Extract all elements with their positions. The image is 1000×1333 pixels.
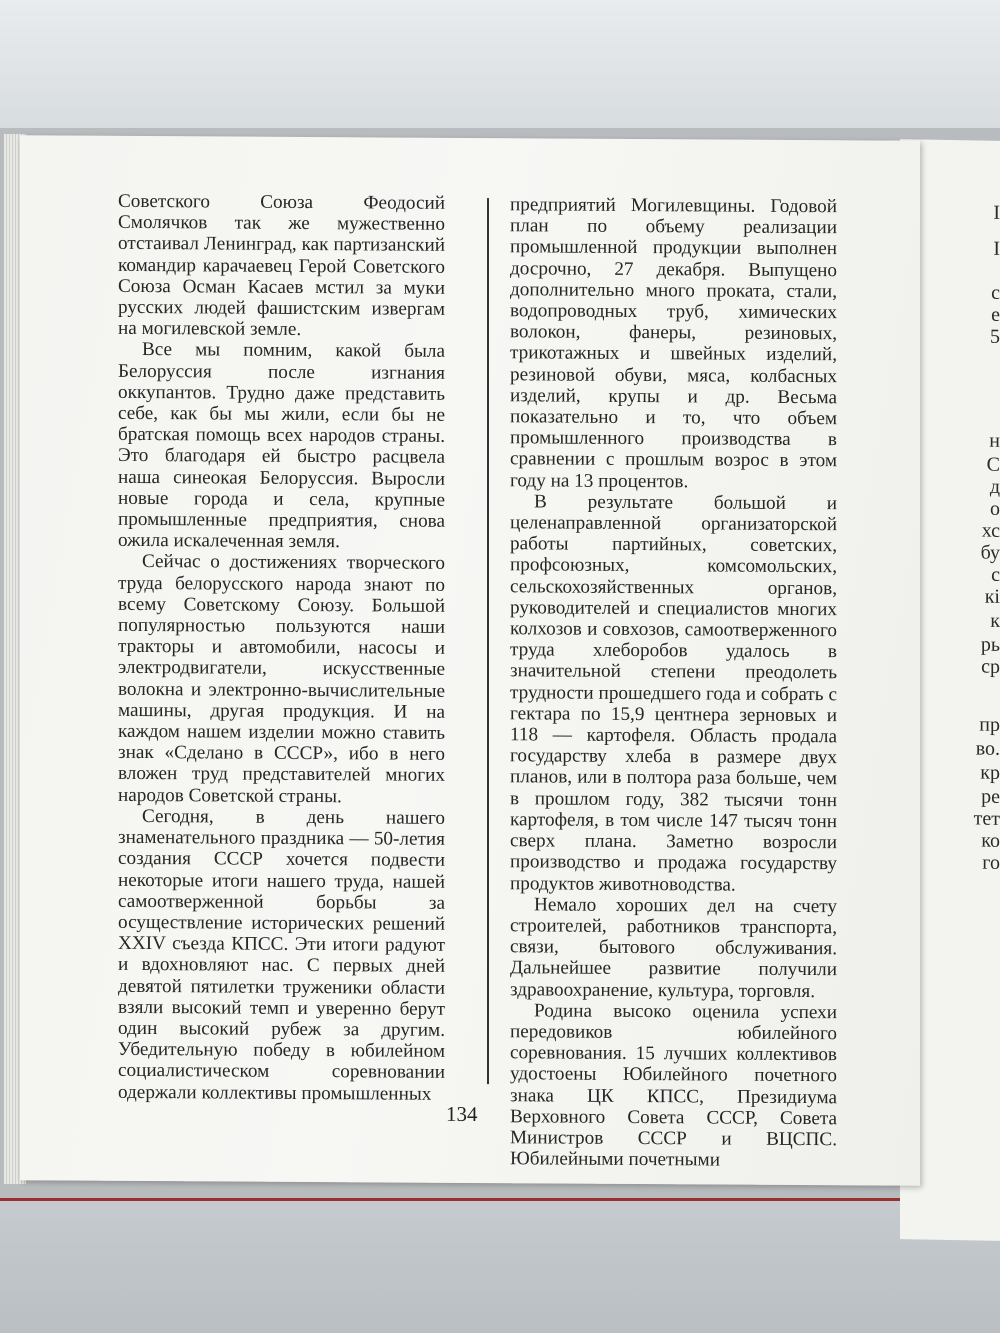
next-page-fragment: кр bbox=[980, 761, 1000, 784]
paragraph: В результате большой и целенаправленной организаторской работы партийных, советских, профсоюзных, комсомольских, сельскохозяйственных органов, руководителей и специалистов многих колхозов и совхозов, самоотверженного труда хлеборобов удалось в значительной степени преодолеть трудности прошедшего года и собрать с гектара по 15,9 центнера зерновых и 118 — картофеля. Область продала государству хлеба в размере двух планов, или в полтора раза больше, чем в прошлом году, 382 тысячи тонн картофеля, в том числе 147 тысяч тонн сверх плана. Заметно возросли производство и продажа государству продуктов животноводства. bbox=[510, 491, 837, 896]
left-column bbox=[118, 191, 445, 1105]
paragraph: Родина высоко оценила успехи передовиков юбилейного соревнования. 15 лучших коллективов удостоены Юбилейного почетного знака ЦК КПСС, Президиума Верховного Совета СССР, Совета Министров СССР и ВЦСПС. Юбилейными почетными bbox=[510, 1000, 837, 1171]
paragraph: предприятий Могилевщины. Годовой план по объему реализации промышленной продукции выполнен досрочно, 27 декабря. Выпущено дополнительно много проката, стали, водопроводных труб, химических волокон, фанеры, резиновых, трикотажных и швейных изделий, резиновой обуви, мяса, колбасных изделий, крупы и др. Весьма показательно и то, что объем промышленного производства в сравнении с прошлым возрос в этом году на 13 процентов. bbox=[510, 194, 837, 492]
next-page-fragment: го bbox=[982, 851, 1000, 874]
next-page-fragment: с bbox=[991, 281, 1000, 304]
next-page-fragment: хс bbox=[981, 519, 1000, 542]
next-page-fragment: бу bbox=[980, 541, 1000, 564]
next-page-fragment: к bbox=[990, 609, 1000, 632]
column-divider bbox=[487, 198, 489, 1084]
next-page-fragment: кі bbox=[984, 585, 1000, 608]
next-page-fragment: д bbox=[989, 475, 1000, 498]
next-page-fragment: во. bbox=[975, 737, 1000, 760]
page-number: 134 bbox=[446, 1101, 478, 1127]
next-page-fragment: о bbox=[990, 497, 1000, 520]
paragraph: Немало хороших дел на счету строителей, работников транспорта, связи, бытового обслуживания. Дальнейшее развитие получили здравоохранение, культура, торговля. bbox=[510, 894, 837, 1002]
next-page-fragment: I bbox=[993, 201, 1000, 224]
next-page-fragment: тет bbox=[973, 807, 1000, 830]
next-page-fragment: н bbox=[989, 429, 1000, 452]
next-page-fragment: ср bbox=[981, 655, 1000, 678]
next-page-fragment: I bbox=[993, 237, 1000, 260]
next-page-fragment: е bbox=[991, 303, 1000, 326]
background-surface-top bbox=[0, 0, 1000, 130]
book-page bbox=[20, 135, 920, 1185]
background-surface-bottom bbox=[0, 1180, 1000, 1333]
next-page-fragment: ре bbox=[981, 785, 1000, 808]
paragraph: Все мы помним, какой была Белоруссия после изгнания оккупантов. Трудно даже представить себе, как бы мы жили, если бы не братская помощь всех народов страны. Это благодаря ей быстро расцвела наша синеокая Белоруссия. Выросли новые города и села, крупные промышленные предприятия, снова ожила искалеченная земля. bbox=[118, 339, 445, 553]
right-column bbox=[510, 194, 837, 1171]
paragraph: Сейчас о достижениях творческого труда белорусского народа знают по всему Советскому Союзу. Большой популярностью пользуются наши тракторы и автомобили, насосы и электродвигатели, искусственные волокна и электронно-вычислительные машины, другая продукция. И на каждом нашем изделии можно ставить знак «Сделано в СССР», ибо в него вложен труд представителей многих народов Советской страны. bbox=[118, 551, 445, 807]
next-page-fragment: С bbox=[986, 453, 1000, 476]
paragraph: Сегодня, в день нашего знаменательного праздника — 50-летия создания СССР хочется подвести некоторые итоги нашего труда, нашей самоотверженной борьбы за осуществление исторических решений XXIV съезда КПСС. Эти итоги радуют и вдохновляют нас. С первых дней девятой пятилетки труженики области взяли высокий темп и уверенно берут один высокий рубеж за другим. Убедительную победу в юбилейном социалистическом соревновании одержали коллективы промышленных bbox=[118, 805, 445, 1105]
next-page-fragment: пр bbox=[979, 713, 1000, 736]
next-page-fragment: ко bbox=[981, 829, 1000, 852]
next-page-fragment: 5 bbox=[990, 325, 1000, 348]
next-page-fragment: с bbox=[991, 563, 1000, 586]
paragraph: Советского Союза Феодосий Смолячков так же мужественно отстаивал Ленинград, как партизанский командир карачаевец Герой Советского Союза Осман Касаев мстил за муки русских людей фашистским извергам на могилевской земле. bbox=[118, 190, 445, 341]
next-page-fragment: рь bbox=[980, 633, 1000, 656]
